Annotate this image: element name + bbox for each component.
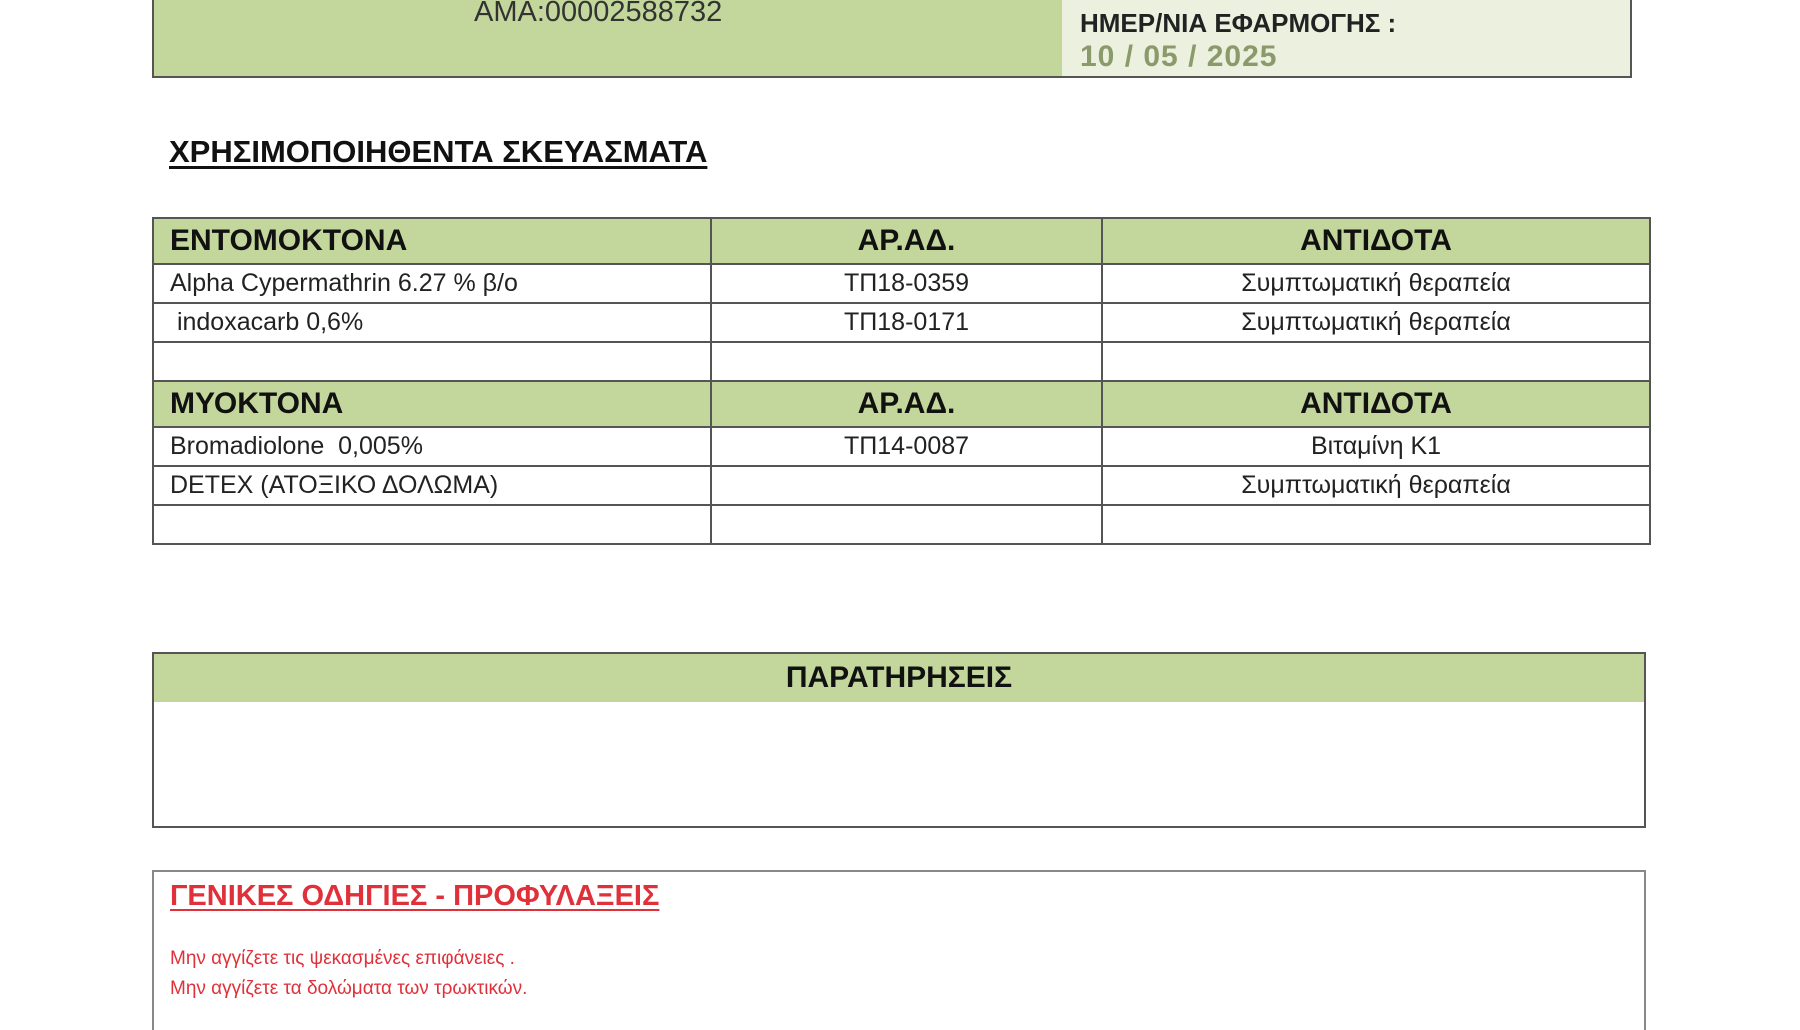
license-number-cell — [711, 342, 1102, 381]
rodenticides-header: ΜΥΟΚΤΟΝΑ — [153, 381, 711, 427]
table-row — [153, 427, 1650, 466]
insecticides-header-row — [153, 218, 1650, 264]
product-name-cell: Alpha Cypermathrin 6.27 % β/ο — [153, 264, 711, 303]
product-name-cell: indoxacarb 0,6% — [153, 303, 711, 342]
license-number-cell: ΤΠ14-0087 — [711, 427, 1102, 466]
table-row — [153, 342, 1650, 381]
table-row — [153, 264, 1650, 303]
license-number-cell — [711, 466, 1102, 505]
antidote-cell — [1102, 505, 1650, 544]
antidotes-header: ΑΝΤΙΔΟΤΑ — [1102, 381, 1650, 427]
antidote-cell: Συμπτωματική θεραπεία — [1102, 466, 1650, 505]
antidote-cell — [1102, 342, 1650, 381]
license-number-header: ΑΡ.ΑΔ. — [711, 218, 1102, 264]
application-date-value: 10 / 05 / 2025 — [1080, 40, 1278, 73]
header-box — [152, 0, 1632, 78]
license-number-cell: ΤΠ18-0171 — [711, 303, 1102, 342]
products-table — [152, 217, 1651, 545]
antidotes-header: ΑΝΤΙΔΟΤΑ — [1102, 218, 1650, 264]
product-name-cell — [153, 342, 711, 381]
license-number-header: ΑΡ.ΑΔ. — [711, 381, 1102, 427]
section-title: ΧΡΗΣΙΜΟΠΟΙΗΘΕΝΤΑ ΣΚΕΥΑΣΜΑΤΑ — [169, 134, 708, 169]
product-name-cell — [153, 505, 711, 544]
header-left-cell — [154, 0, 1062, 76]
header-right-cell — [1062, 0, 1630, 76]
antidote-cell: Βιταμίνη Κ1 — [1102, 427, 1650, 466]
license-number-cell — [711, 505, 1102, 544]
table-row — [153, 303, 1650, 342]
table-row — [153, 466, 1650, 505]
antidote-cell: Συμπτωματική θεραπεία — [1102, 264, 1650, 303]
product-name-cell: Bromadiolone 0,005% — [153, 427, 711, 466]
instruction-line: Μην αγγίζετε τις ψεκασμένες επιφάνειες . — [170, 948, 515, 969]
general-instructions-title: ΓΕΝΙΚΕΣ ΟΔΗΓΙΕΣ - ΠΡΟΦΥΛΑΞΕΙΣ — [170, 880, 660, 912]
instruction-line: Μην αγγίζετε τα δολώματα των τρωκτικών. — [170, 978, 528, 999]
rodenticides-header-row — [153, 381, 1650, 427]
application-date-label: ΗΜΕΡ/ΝΙΑ ΕΦΑΡΜΟΓΗΣ : — [1080, 8, 1397, 38]
observations-box — [152, 652, 1646, 828]
insecticides-header: ΕΝΤΟΜΟΚΤΟΝΑ — [153, 218, 711, 264]
product-name-cell: DETEX (ΑΤΟΞΙΚΟ ΔΟΛΩΜΑ) — [153, 466, 711, 505]
general-instructions-box — [152, 870, 1646, 1030]
antidote-cell: Συμπτωματική θεραπεία — [1102, 303, 1650, 342]
observations-title: ΠΑΡΑΤΗΡΗΣΕΙΣ — [154, 654, 1644, 702]
ama-number: ΑΜΑ:00002588732 — [474, 0, 723, 28]
license-number-cell: ΤΠ18-0359 — [711, 264, 1102, 303]
table-row — [153, 505, 1650, 544]
